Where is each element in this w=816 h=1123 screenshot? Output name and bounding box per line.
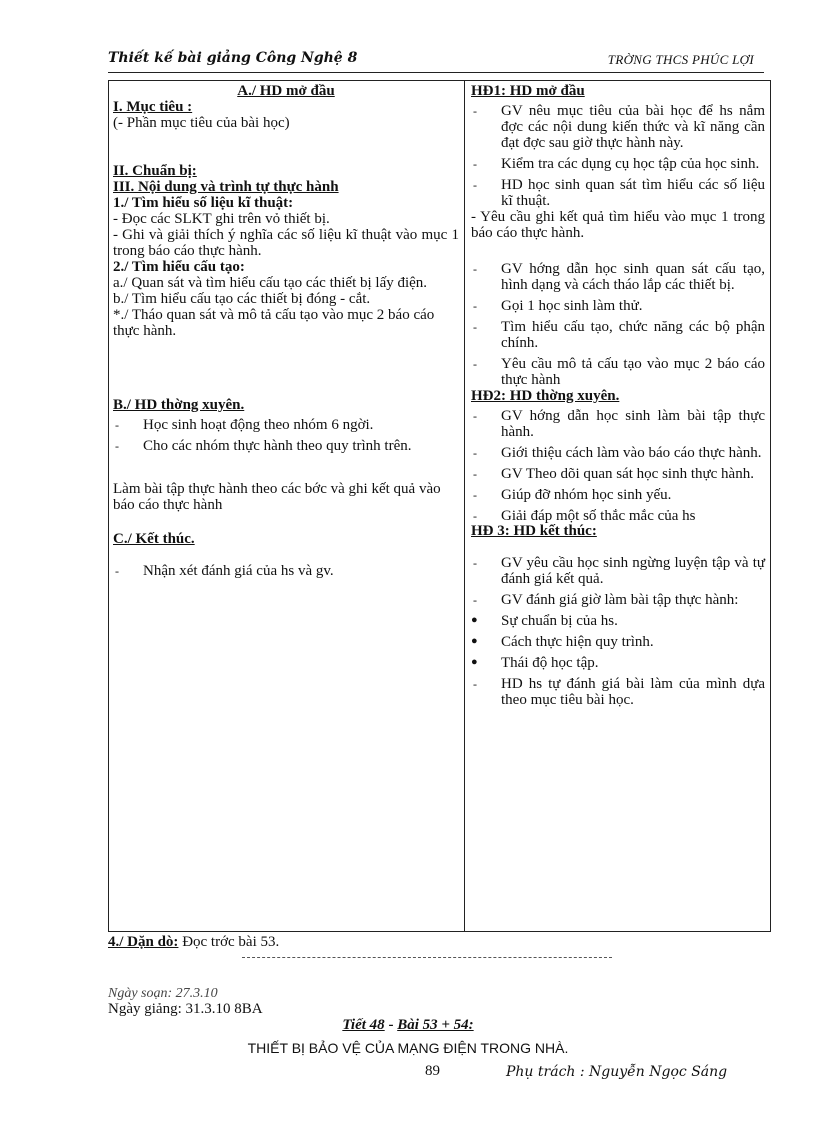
list-item: - Nhận xét đánh giá của hs và gv. bbox=[113, 563, 459, 579]
lesson-number: Bài 53 + 54: bbox=[397, 1017, 474, 1033]
teach-date: Ngày giảng: 31.3.10 8BA bbox=[108, 1001, 263, 1017]
list-item: - Giới thiệu cách làm vào báo cáo thực hành. bbox=[471, 445, 765, 461]
lesson-title: THIẾT BỊ BẢO VỆ CỦA MẠNG ĐIỆN TRONG NHÀ. bbox=[247, 1040, 569, 1056]
list-item: - GV Theo dõi quan sát học sinh thực hành. bbox=[471, 466, 765, 482]
list-item: - Tìm hiểu cấu tạo, chức năng các bộ phận chính. bbox=[471, 319, 765, 351]
left-column bbox=[113, 83, 459, 584]
step1-line2: - Ghi và giải thích ý nghĩa các số liệu kĩ thuật vào mục 1 trong báo cáo thực hành. bbox=[113, 227, 459, 259]
lesson-period: Tiết 48 bbox=[342, 1017, 385, 1033]
hd2-title: HĐ2: HD thờng xuyên. bbox=[471, 388, 620, 404]
list-item: - GV yêu cầu học sinh ngừng luyện tập và tự đánh giá kết quả. bbox=[471, 555, 765, 587]
list-item: ● Cách thực hiện quy trình. bbox=[471, 634, 765, 650]
section-c-list bbox=[113, 563, 459, 579]
list-item: - GV nêu mục tiêu của bài học để hs nắm đợc các nội dung kiến thức và kĩ năng cần đạt đợc sau giờ thực hành này. bbox=[471, 103, 765, 151]
list-item: - HD hs tự đánh giá bài làm của mình dựa theo mục tiêu bài học. bbox=[471, 676, 765, 708]
hd1-title: HĐ1: HD mở đầu bbox=[471, 83, 585, 99]
hd3-bullets bbox=[471, 613, 765, 671]
list-item: - HD học sinh quan sát tìm hiểu các số liệu kĩ thuật. bbox=[471, 177, 765, 209]
hd3-title: HĐ 3: HD kết thúc: bbox=[471, 523, 597, 539]
list-item: - GV hớng dẫn học sinh làm bài tập thực hành. bbox=[471, 408, 765, 440]
section-b-title: B./ HD thờng xuyên. bbox=[113, 397, 245, 413]
list-item: - GV hớng dẫn học sinh quan sát cấu tạo, hình dạng và cách tháo lắp các thiết bị. bbox=[471, 261, 765, 293]
preparation-title: II. Chuẩn bị: bbox=[113, 163, 197, 179]
column-divider bbox=[464, 81, 465, 931]
hd3-list bbox=[471, 555, 765, 608]
list-item: - Giúp đỡ nhóm học sinh yếu. bbox=[471, 487, 765, 503]
separator-line bbox=[242, 957, 612, 958]
step1-title: 1./ Tìm hiểu số liệu kĩ thuật: bbox=[113, 195, 294, 211]
content-title: III. Nội dung và trình tự thực hành bbox=[113, 179, 339, 195]
hd3-list-2 bbox=[471, 676, 765, 708]
step2-line2: b./ Tìm hiểu cấu tạo các thiết bị đóng - cắt. bbox=[113, 291, 371, 307]
section-c-title: C./ Kết thúc. bbox=[113, 531, 195, 547]
list-item: - Học sinh hoạt động theo nhóm 6 ngời. bbox=[113, 417, 459, 433]
list-item: - Yêu cầu mô tả cấu tạo vào mục 2 báo cáo thực hành bbox=[471, 356, 765, 388]
homework-line bbox=[108, 934, 279, 951]
section-a-title: A./ HD mở đầu bbox=[237, 83, 335, 99]
hd2-list bbox=[471, 408, 765, 524]
step1-line1: - Đọc các SLKT ghi trên vỏ thiết bị. bbox=[113, 211, 330, 227]
hd1-list bbox=[471, 103, 765, 209]
list-item: - Cho các nhóm thực hành theo quy trình trên. bbox=[113, 438, 459, 454]
hd1-list-2 bbox=[471, 261, 765, 388]
hd1-text: - Yêu cầu ghi kết quả tìm hiểu vào mục 1 trong báo cáo thực hành. bbox=[471, 209, 765, 241]
list-item: - Giải đáp một số thắc mắc của hs bbox=[471, 508, 765, 524]
list-item: ● Sự chuẩn bị của hs. bbox=[471, 613, 765, 629]
homework-text: Đọc trớc bài 53. bbox=[178, 934, 280, 950]
list-item: - GV đánh giá giờ làm bài tập thực hành: bbox=[471, 592, 765, 608]
step2-title: 2./ Tìm hiểu cấu tạo: bbox=[113, 259, 245, 275]
list-item: - Gọi 1 học sinh làm thử. bbox=[471, 298, 765, 314]
objectives-title: I. Mục tiêu : bbox=[113, 99, 193, 115]
section-b-text: Làm bài tập thực hành theo các bớc và ghi kết quả vào báo cáo thực hành bbox=[113, 481, 441, 513]
list-item: ● Thái độ học tập. bbox=[471, 655, 765, 671]
header-right: TRỜNG THCS PHÚC LỢI bbox=[607, 52, 754, 67]
list-item: - Kiểm tra các dụng cụ học tập của học sinh. bbox=[471, 156, 765, 172]
homework-label: 4./ Dặn dò: bbox=[108, 934, 179, 950]
prep-date: Ngày soạn: 27.3.10 bbox=[108, 986, 218, 1001]
step2-line1: a./ Quan sát và tìm hiểu cấu tạo các thiết bị lấy điện. bbox=[113, 275, 428, 291]
step2-line3: *./ Tháo quan sát và mô tả cấu tạo vào mục 2 báo cáo thực hành. bbox=[113, 307, 435, 339]
page-header bbox=[108, 50, 764, 73]
lesson-dash: - bbox=[384, 1017, 398, 1033]
section-b-list bbox=[113, 417, 459, 454]
right-column bbox=[471, 83, 765, 713]
header-left: Thiết kế bài giảng Công Nghệ 8 bbox=[108, 50, 358, 66]
footer-signature: Phụ trách : Nguyễn Ngọc Sáng bbox=[506, 1064, 728, 1080]
lesson-table bbox=[108, 80, 771, 932]
objectives-text: (- Phần mục tiêu của bài học) bbox=[113, 115, 290, 131]
page-number: 89 bbox=[425, 1063, 440, 1079]
lesson-heading bbox=[0, 1017, 816, 1034]
